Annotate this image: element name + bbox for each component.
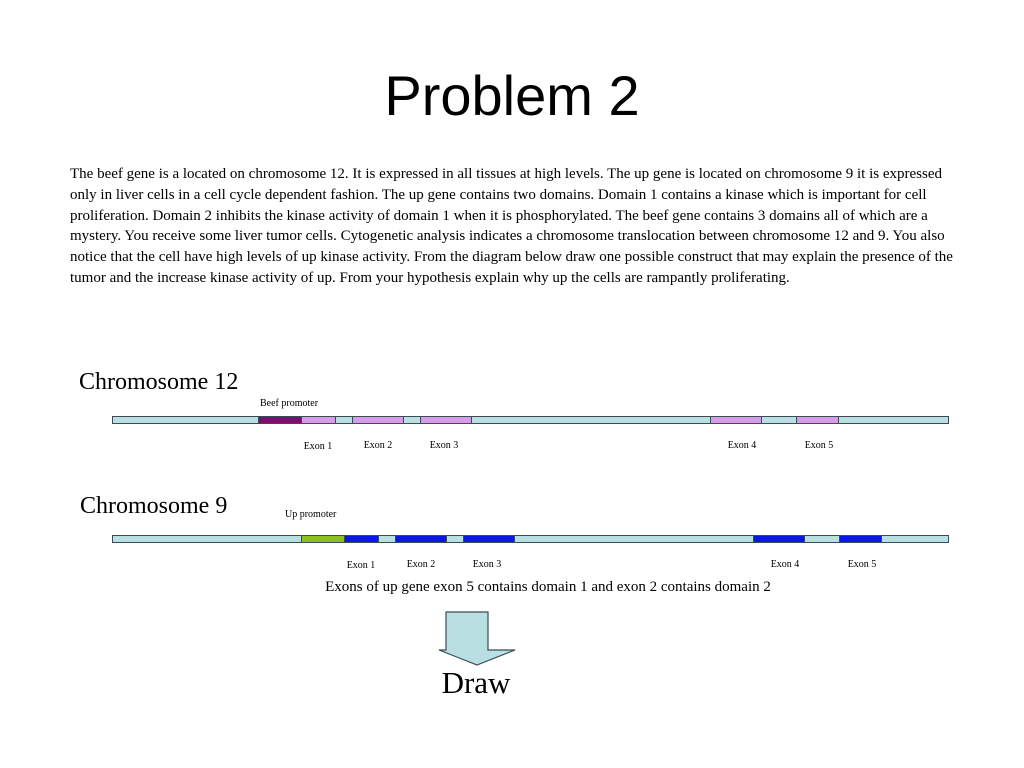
beef-promoter-segment xyxy=(258,416,302,424)
chr9-exon-1-label: Exon 1 xyxy=(346,560,376,571)
up-promoter-segment xyxy=(301,535,345,543)
chromosome-9-label: Chromosome 9 xyxy=(80,493,228,519)
chr9-exon-2-segment xyxy=(395,535,447,543)
chr9-exon-2-label: Exon 2 xyxy=(406,559,436,570)
chr12-exon-3-segment xyxy=(420,416,472,424)
chr12-exon-4-label: Exon 4 xyxy=(727,440,757,451)
chr12-exon-2-label: Exon 2 xyxy=(363,440,393,451)
arrow-shape xyxy=(439,612,515,665)
draw-label: Draw xyxy=(441,665,511,700)
chr9-exon-4-label: Exon 4 xyxy=(770,559,800,570)
problem-text: The beef gene is a located on chromosome 12. It is expressed in all tissues at high levels. The up gene is located on chromosome 9 it is expressed only in liver cells in a cell cycle dependent fashion. The up gene contains two domains. Domain 1 contains a kinase which is important for cell proliferation. Domain 2 inhibits the kinase activity of domain 1 when it is phosphorylated. The beef gene contains 3 domains all of which are a mystery. You receive some liver tumor cells. Cytogenetic analysis indicates a chromosome translocation between chromosome 12 and 9. You also notice that the cell have high levels of up kinase activity. From the diagram below draw one possible construct that may explain the presence of the tumor and the increase kinase activity of up. From your hypothesis explain why up the cells are rampantly proliferating. xyxy=(70,166,953,286)
chr9-exon-3-segment xyxy=(463,535,515,543)
chromosome-12-bar xyxy=(112,416,949,424)
chr12-exon-5-label: Exon 5 xyxy=(804,440,834,451)
beef-promoter-label: Beef promoter xyxy=(260,398,319,409)
chr12-exon-3-label: Exon 3 xyxy=(429,440,459,451)
chr12-exon-5-segment xyxy=(796,416,839,424)
up-promoter-label: Up promoter xyxy=(285,509,337,520)
chr12-exon-4-segment xyxy=(710,416,762,424)
chr9-exon-5-segment xyxy=(839,535,882,543)
chr12-exon-1-label: Exon 1 xyxy=(303,441,333,452)
chr9-exon-1-segment xyxy=(344,535,379,543)
down-arrow-icon xyxy=(436,611,518,667)
slide-title: Problem 2 xyxy=(384,64,640,127)
chr9-exon-3-label: Exon 3 xyxy=(472,559,502,570)
chr9-exon-5-label: Exon 5 xyxy=(847,559,877,570)
chr12-exon-1-segment xyxy=(301,416,336,424)
chromosome-12-label: Chromosome 12 xyxy=(79,369,239,395)
chr12-exon-2-segment xyxy=(352,416,404,424)
exon-caption: Exons of up gene exon 5 contains domain 1 and exon 2 contains domain 2 xyxy=(325,579,771,595)
chr9-exon-4-segment xyxy=(753,535,805,543)
chromosome-9-bar xyxy=(112,535,949,543)
